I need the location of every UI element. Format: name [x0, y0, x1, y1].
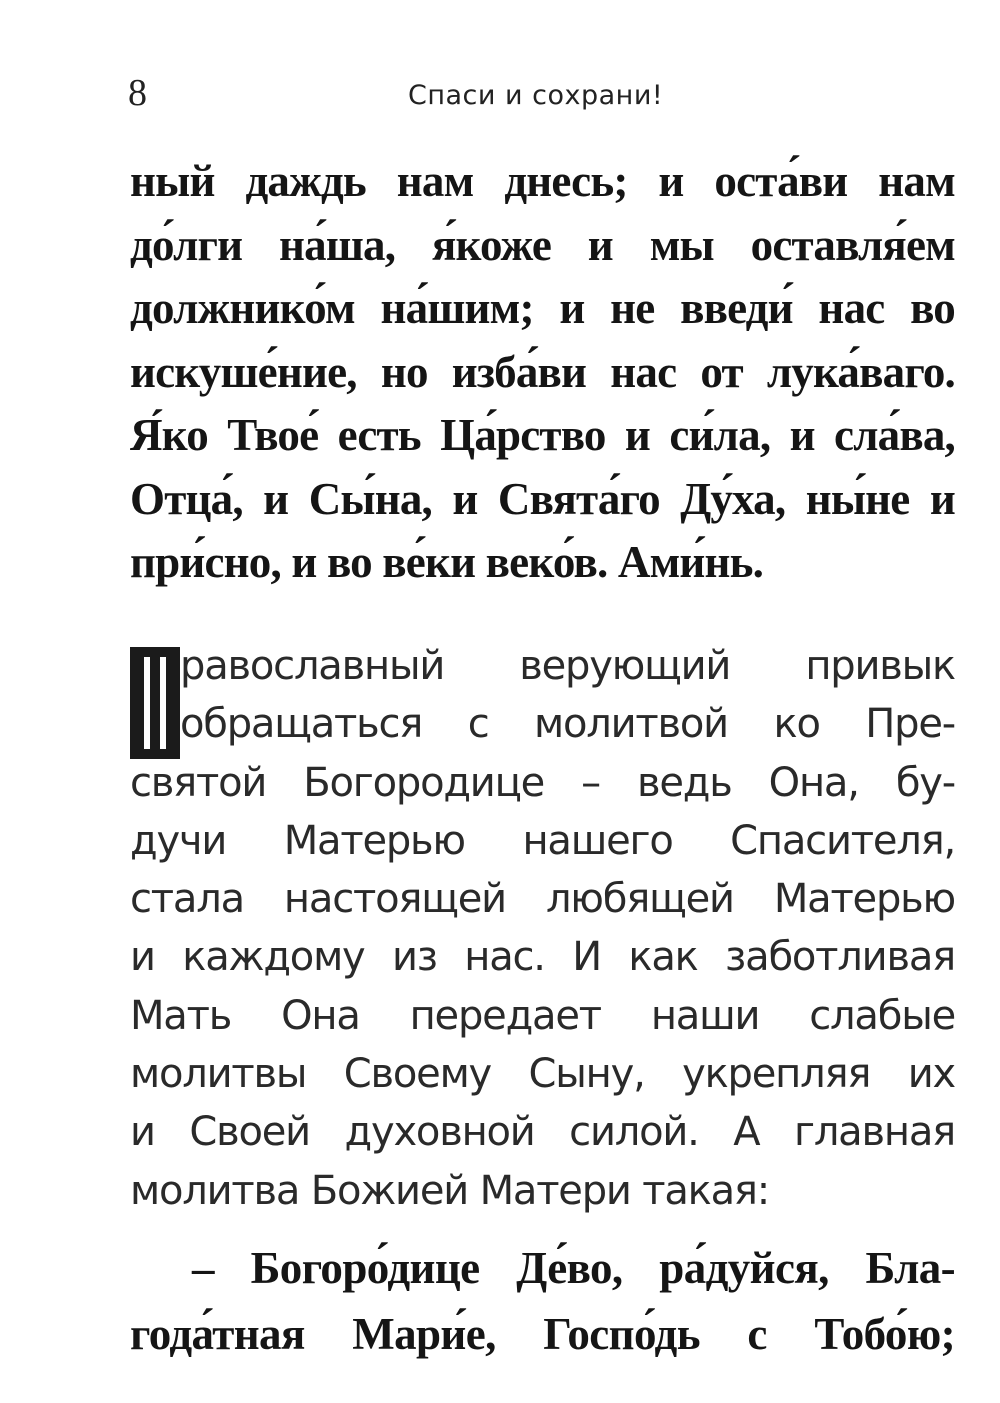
text-line: Отца́, и Сы́на, и Свята́го Ду́ха, ны́не и: [130, 473, 955, 524]
text-line: дучи Матерью нашего Спасителя,: [130, 817, 955, 864]
running-title: Спаси и сохрани!: [408, 80, 664, 111]
text-line: равославный верующий привык: [180, 643, 955, 689]
text-line: до́лги на́ша, я́коже и мы оставля́ем: [130, 219, 955, 270]
text-line: ный даждь нам днесь; и оста́ви нам: [130, 156, 955, 206]
prayer-end-text: [130, 150, 955, 595]
text-line: должнико́м на́шим; и не введи́ нас во: [130, 283, 955, 333]
text-line: года́тная Мари́е, Госпо́дь с Тобо́ю;: [130, 1309, 955, 1359]
text-line: и каждому из нас. И как заботливая: [130, 934, 955, 981]
text-line: Я́ко Твое́ есть Ца́рство и си́ла, и сла́ва,: [130, 410, 955, 460]
intro-paragraph: [130, 637, 955, 1220]
text-line: искуше́ние, но изба́ви нас от лука́ваго.: [130, 346, 955, 397]
text-line: молитва Божией Матери такая:: [130, 1167, 770, 1214]
text-line: стала настоящей любящей Матерью: [130, 876, 955, 923]
prayer-start-text: [130, 1235, 955, 1367]
text-line: обращаться с молитвой ко Пре-: [180, 701, 955, 748]
text-line: и Своей духовной силой. А главная: [130, 1109, 955, 1156]
text-line: – Богоро́дице Де́во, ра́дуйся, Бла-: [192, 1243, 955, 1293]
text-line: молитвы Своему Сыну, укрепляя их: [130, 1051, 955, 1098]
text-line: святой Богородице – ведь Она, бу-: [130, 759, 955, 806]
text-line: Мать Она передает наши слабые: [130, 992, 955, 1039]
page-number: 8: [128, 72, 147, 114]
text-line: при́сно, и во ве́ки веко́в. Ами́нь.: [130, 537, 764, 587]
